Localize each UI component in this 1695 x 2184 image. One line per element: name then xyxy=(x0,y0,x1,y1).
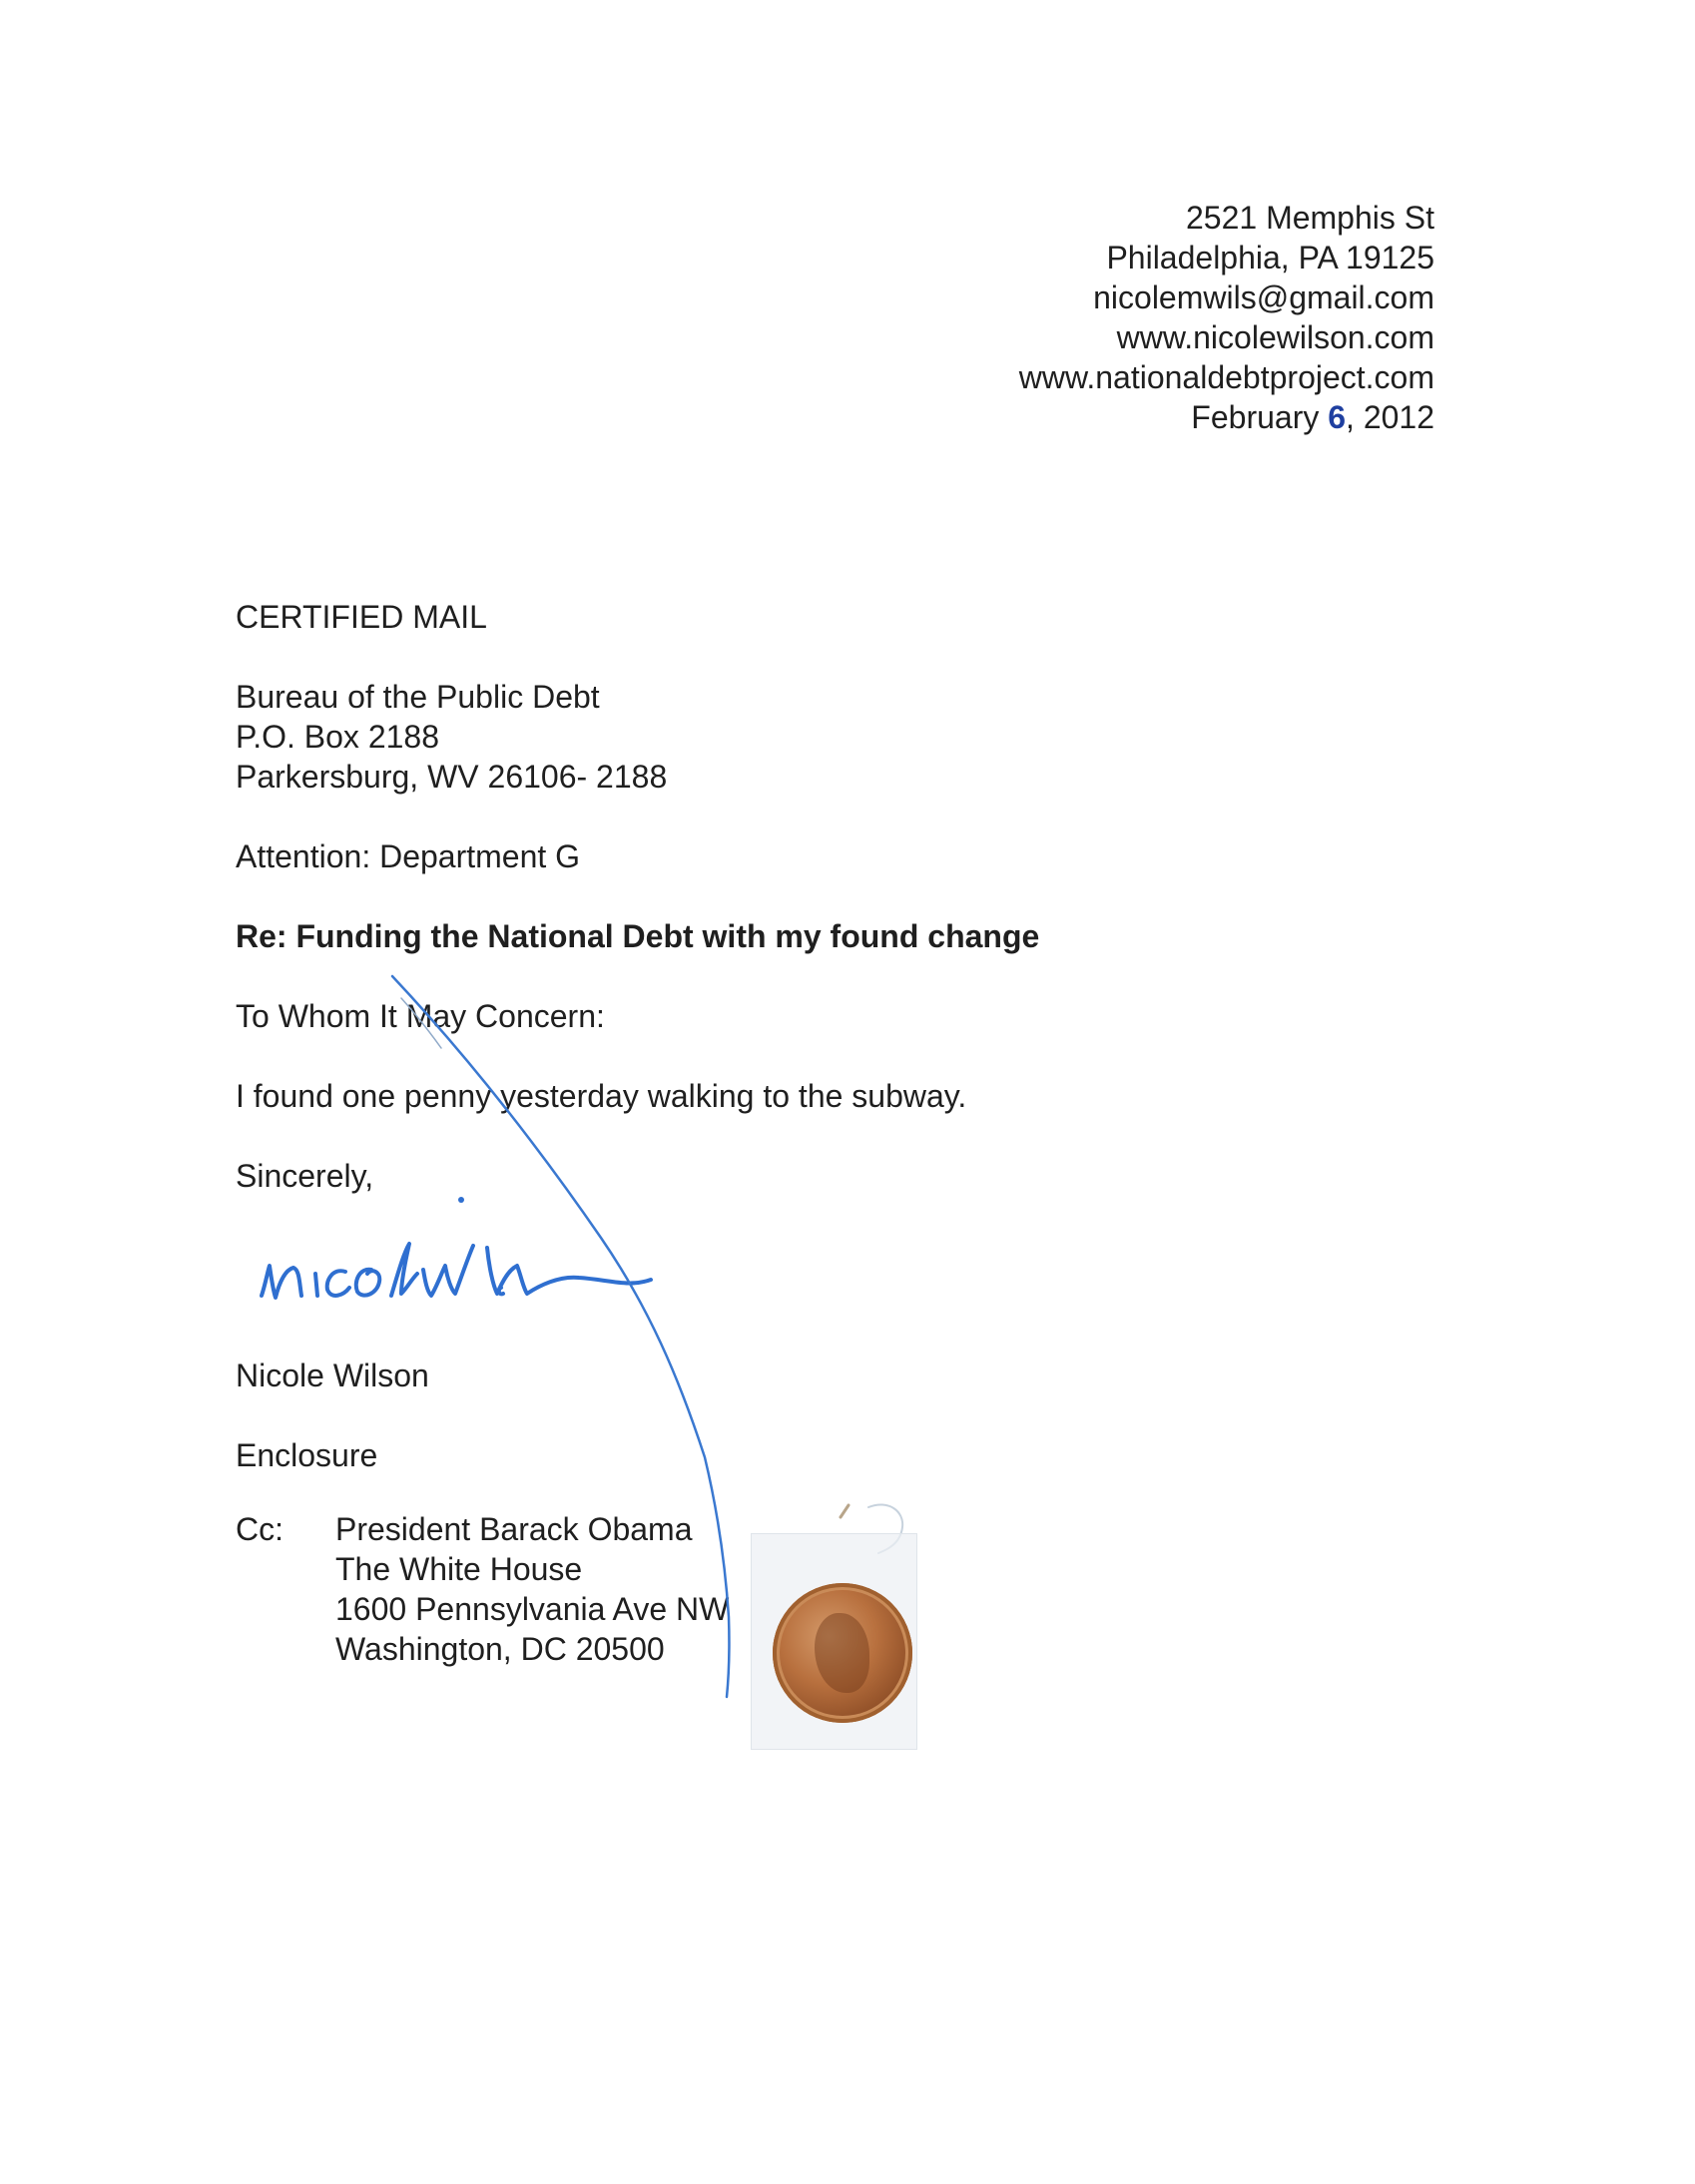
sender-website-2: www.nationaldebtproject.com xyxy=(1018,359,1434,395)
recipient-address-block xyxy=(236,677,667,797)
cc-line: President Barack Obama xyxy=(335,1511,693,1547)
sender-email: nicolemwils@gmail.com xyxy=(1093,279,1434,315)
date-year: , 2012 xyxy=(1346,399,1434,435)
sender-website-1: www.nicolewilson.com xyxy=(1116,319,1434,355)
cc-address xyxy=(335,1509,729,1669)
letter-body: I found one penny yesterday walking to the subway. xyxy=(236,1078,967,1114)
cc-line: The White House xyxy=(335,1551,583,1587)
letter-date xyxy=(1019,397,1434,437)
attention-line: Attention: Department G xyxy=(236,838,581,874)
recipient-name: Bureau of the Public Debt xyxy=(236,679,600,715)
cc-line: 1600 Pennsylvania Ave NW xyxy=(335,1591,730,1627)
subject-line: Re: Funding the National Debt with my found change xyxy=(236,918,1040,954)
cc-label: Cc: xyxy=(236,1511,283,1547)
cc-line: Washington, DC 20500 xyxy=(335,1631,665,1667)
recipient-box: P.O. Box 2188 xyxy=(236,719,439,755)
recipient-city-line: Parkersburg, WV 26106- 2188 xyxy=(236,759,668,795)
date-day-handwritten: 6 xyxy=(1328,399,1347,435)
cc-block xyxy=(236,1509,729,1669)
signature-handwritten xyxy=(262,1197,651,1298)
signer-name: Nicole Wilson xyxy=(236,1358,429,1393)
enclosure-note: Enclosure xyxy=(236,1437,378,1473)
penny-coin-icon xyxy=(773,1583,912,1723)
mail-type: CERTIFIED MAIL xyxy=(236,599,487,635)
date-month: February xyxy=(1191,399,1329,435)
penny-enclosure xyxy=(751,1533,915,1748)
closing: Sincerely, xyxy=(236,1158,374,1194)
lincoln-profile-icon xyxy=(815,1613,869,1693)
salutation: To Whom It May Concern: xyxy=(236,998,605,1034)
sender-street: 2521 Memphis St xyxy=(1185,200,1434,236)
sender-address-block xyxy=(1019,198,1434,437)
sender-city-line: Philadelphia, PA 19125 xyxy=(1106,240,1434,275)
